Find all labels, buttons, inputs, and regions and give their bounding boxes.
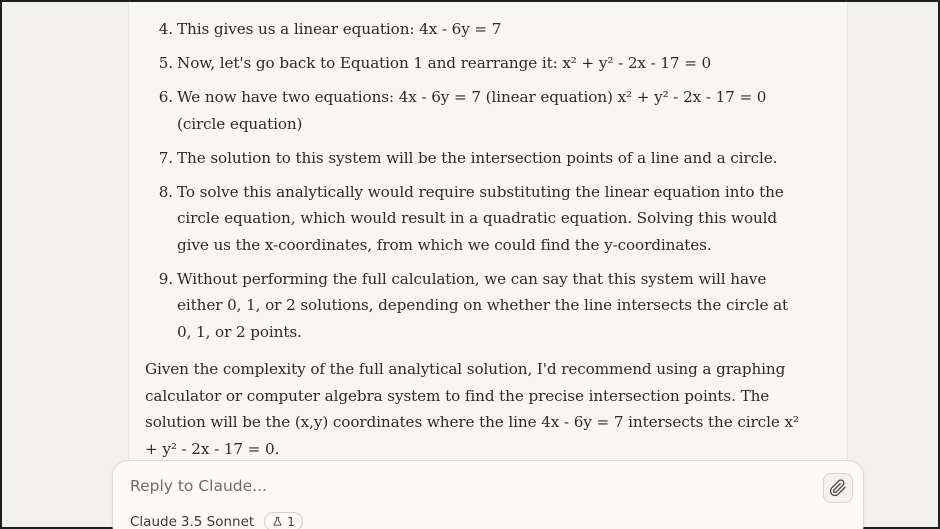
step-number: 6. <box>158 88 173 106</box>
flask-icon <box>272 516 283 527</box>
step-number: 5. <box>158 54 173 72</box>
model-prefix: Claude <box>130 513 177 529</box>
step-text: We now have two equations: 4x - 6y = 7 (linear equation) x² + y² - 2x - 17 = 0 (circle equation) <box>177 88 767 133</box>
list-item <box>145 84 805 137</box>
list-item <box>145 145 805 172</box>
step-number: 7. <box>158 148 173 167</box>
response-conclusion: Given the complexity of the full analytical solution, I'd recommend using a graphing calculator or computer algebra system to find the precise intersection points. The solution will be the (x,y) coordinates where the line 4x - 6y = 7 intersects the circle x² + y² - 2x - 17 = 0. <box>145 360 799 458</box>
attach-button[interactable] <box>823 473 853 503</box>
step-number: 8. <box>158 182 173 201</box>
step-number: 9. <box>158 269 173 288</box>
list-item <box>145 179 805 259</box>
list-item <box>145 266 805 346</box>
step-text: Now, let's go back to Equation 1 and rearrange it: x² + y² - 2x - 17 = 0 <box>177 54 712 72</box>
step-number: 4. <box>158 20 173 38</box>
model-selector[interactable] <box>130 514 254 529</box>
list-item <box>145 16 805 43</box>
message-composer <box>112 460 864 529</box>
badge-count: 1 <box>287 514 295 529</box>
step-text: Without performing the full calculation, we can say that this system will have either 0, 1, or 2 solutions, depending on whether the line intersects the circle at 0, 1, or 2 points. <box>177 269 789 341</box>
list-item <box>145 50 805 77</box>
response-steps-list <box>145 16 805 353</box>
feature-badge[interactable] <box>264 512 303 529</box>
model-name: 3.5 Sonnet <box>180 513 255 529</box>
paperclip-icon <box>829 479 847 497</box>
chat-message-panel <box>128 2 848 472</box>
reply-input[interactable] <box>130 477 810 495</box>
step-text: The solution to this system will be the intersection points of a line and a circle. <box>177 148 778 167</box>
step-text: To solve this analytically would require substituting the linear equation into the circle equation, which would result in a quadratic equation. Solving this would give us the x-coordinates, from which we could find the y-coordinates. <box>177 182 784 254</box>
model-row <box>130 512 303 529</box>
step-text: This gives us a linear equation: 4x - 6y = 7 <box>177 20 502 38</box>
